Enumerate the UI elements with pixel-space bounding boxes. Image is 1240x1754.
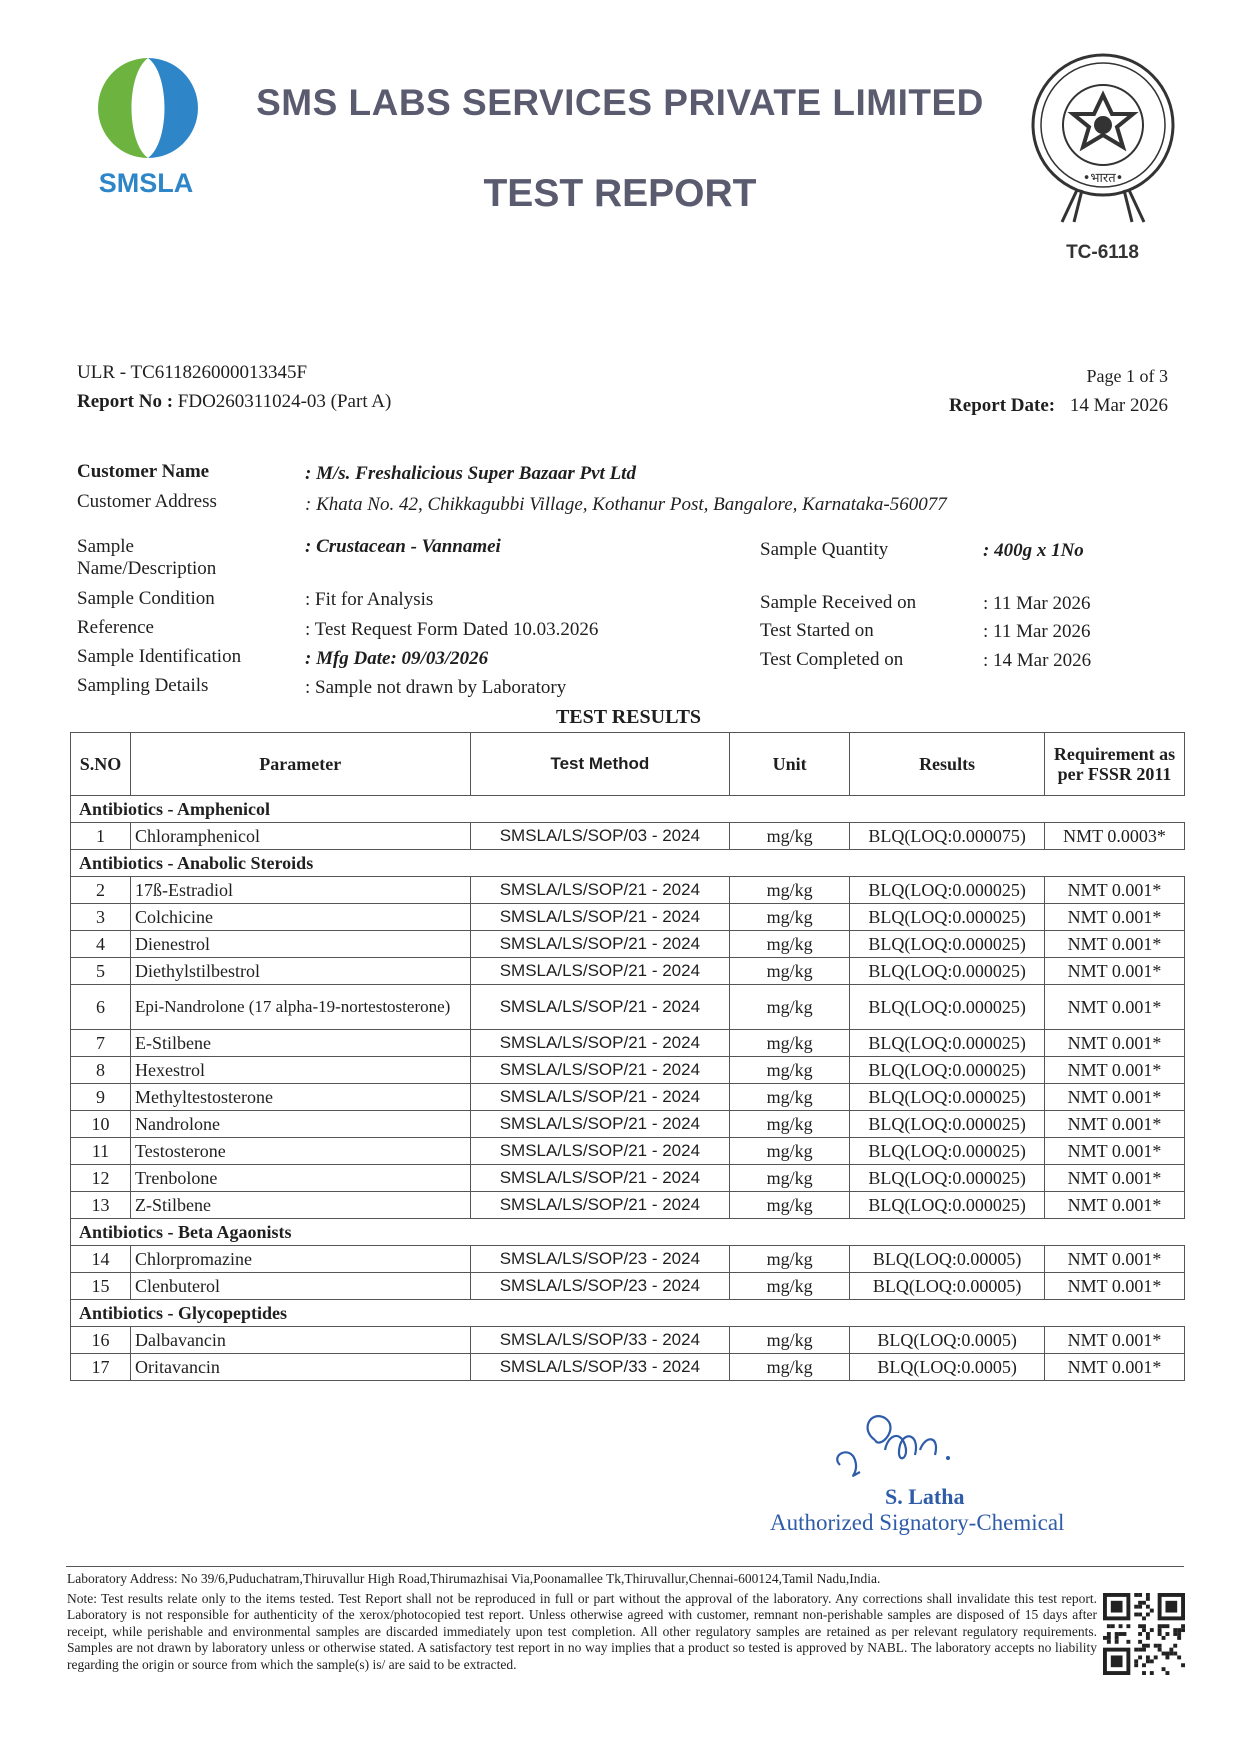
table-row [71,1165,1185,1192]
column-header-unit: Unit [730,733,850,796]
table-row [71,1354,1185,1381]
column-header-sno: S.NO [71,733,131,796]
cell-test-method: SMSLA/LS/SOP/21 - 2024 [470,1111,730,1138]
cell-unit: mg/kg [730,1138,850,1165]
cell-requirement: NMT 0.001* [1045,1084,1185,1111]
cell-sno: 10 [71,1111,131,1138]
table-row [71,1192,1185,1219]
reference-label: Reference [77,617,154,638]
table-row [71,1084,1185,1111]
cell-result: BLQ(LOQ:0.000025) [850,1057,1045,1084]
sample-quantity-value: : 400g x 1No [983,540,1084,561]
cell-unit: mg/kg [730,1327,850,1354]
cell-requirement: NMT 0.001* [1045,904,1185,931]
cell-sno: 7 [71,1030,131,1057]
report-date-label: Report Date: [949,395,1056,416]
customer-address-value: : Khata No. 42, Chikkagubbi Village, Kothanur Post, Bangalore, Karnataka-560077 [305,494,947,515]
cell-sno: 8 [71,1057,131,1084]
sample-quantity-label: Sample Quantity [760,539,889,560]
cell-result: BLQ(LOQ:0.0005) [850,1327,1045,1354]
cell-test-method: SMSLA/LS/SOP/21 - 2024 [470,1165,730,1192]
table-row [71,904,1185,931]
customer-name-value: : M/s. Freshalicious Super Bazaar Pvt Ltd [305,463,636,484]
cell-test-method: SMSLA/LS/SOP/21 - 2024 [470,1138,730,1165]
cell-test-method: SMSLA/LS/SOP/21 - 2024 [470,904,730,931]
cell-requirement: NMT 0.001* [1045,1165,1185,1192]
customer-address-label: Customer Address [77,491,217,512]
signature-scribble [830,1410,1010,1490]
cell-requirement: NMT 0.001* [1045,1354,1185,1381]
table-row [71,958,1185,985]
cell-unit: mg/kg [730,1030,850,1057]
cell-result: BLQ(LOQ:0.000075) [850,823,1045,850]
cell-test-method: SMSLA/LS/SOP/23 - 2024 [470,1273,730,1300]
cell-sno: 16 [71,1327,131,1354]
cell-sno: 5 [71,958,131,985]
cell-requirement: NMT 0.001* [1045,1030,1185,1057]
cell-result: BLQ(LOQ:0.000025) [850,931,1045,958]
qr-code-icon[interactable] [1103,1593,1185,1675]
ulr-number: ULR - TC611826000013345F [77,362,308,383]
cell-unit: mg/kg [730,877,850,904]
table-row [71,1327,1185,1354]
page-indicator: Page 1 of 3 [1086,366,1168,386]
cell-test-method: SMSLA/LS/SOP/21 - 2024 [470,931,730,958]
results-body [71,796,1185,1381]
column-header-requirement: Requirement as per FSSR 2011 [1045,733,1185,796]
cell-result: BLQ(LOQ:0.000025) [850,1138,1045,1165]
sample-received-value: : 11 Mar 2026 [983,593,1091,614]
report-date [949,395,1168,417]
category-label: Antibiotics - Anabolic Steroids [71,850,1185,877]
cell-sno: 17 [71,1354,131,1381]
cell-parameter: Hexestrol [130,1057,470,1084]
cell-requirement: NMT 0.001* [1045,1246,1185,1273]
cell-parameter: Z-Stilbene [130,1192,470,1219]
footer-divider [66,1566,1184,1567]
cell-unit: mg/kg [730,958,850,985]
cell-unit: mg/kg [730,823,850,850]
cell-parameter: Nandrolone [130,1111,470,1138]
cell-parameter: Diethylstilbestrol [130,958,470,985]
sample-condition-label: Sample Condition [77,588,215,609]
cell-test-method: SMSLA/LS/SOP/33 - 2024 [470,1354,730,1381]
cell-result: BLQ(LOQ:0.000025) [850,1111,1045,1138]
cell-parameter: Dalbavancin [130,1327,470,1354]
column-header-parameter: Parameter [130,733,470,796]
cell-unit: mg/kg [730,1246,850,1273]
cell-result: BLQ(LOQ:0.000025) [850,958,1045,985]
cell-test-method: SMSLA/LS/SOP/21 - 2024 [470,985,730,1030]
sample-condition-value: : Fit for Analysis [305,589,434,610]
accreditation-seal [1022,50,1184,230]
cell-result: BLQ(LOQ:0.000025) [850,877,1045,904]
cell-parameter: Methyltestosterone [130,1084,470,1111]
results-table [70,732,1185,1381]
cell-requirement: NMT 0.001* [1045,931,1185,958]
cell-unit: mg/kg [730,1354,850,1381]
cell-sno: 4 [71,931,131,958]
sample-name-label: Sample Name/Description [77,536,217,579]
cell-sno: 15 [71,1273,131,1300]
cell-requirement: NMT 0.001* [1045,1192,1185,1219]
seal-text: •भारत• [1082,171,1124,186]
cell-sno: 3 [71,904,131,931]
cell-test-method: SMSLA/LS/SOP/21 - 2024 [470,1084,730,1111]
test-started-label: Test Started on [760,620,874,641]
document-title: TEST REPORT [483,172,757,215]
cell-sno: 12 [71,1165,131,1192]
category-label: Antibiotics - Beta Agaonists [71,1219,1185,1246]
table-row [71,1111,1185,1138]
category-row [71,1300,1185,1327]
cell-test-method: SMSLA/LS/SOP/03 - 2024 [470,823,730,850]
cell-test-method: SMSLA/LS/SOP/21 - 2024 [470,1057,730,1084]
cell-requirement: NMT 0.001* [1045,1057,1185,1084]
cell-result: BLQ(LOQ:0.000025) [850,985,1045,1030]
cell-sno: 9 [71,1084,131,1111]
table-row [71,1057,1185,1084]
cell-requirement: NMT 0.001* [1045,958,1185,985]
table-row [71,931,1185,958]
cell-unit: mg/kg [730,1192,850,1219]
sampling-details-value: : Sample not drawn by Laboratory [305,677,567,698]
cell-unit: mg/kg [730,985,850,1030]
sample-identification-value: : Mfg Date: 09/03/2026 [305,648,489,669]
cell-unit: mg/kg [730,904,850,931]
cell-parameter: Colchicine [130,904,470,931]
category-label: Antibiotics - Amphenicol [71,796,1185,823]
signatory-name: S. Latha [885,1484,965,1509]
cell-sno: 11 [71,1138,131,1165]
cell-result: BLQ(LOQ:0.00005) [850,1246,1045,1273]
table-row [71,1246,1185,1273]
cell-requirement: NMT 0.001* [1045,877,1185,904]
cell-parameter: Trenbolone [130,1165,470,1192]
table-row [71,1138,1185,1165]
report-number [77,391,391,413]
sample-identification-label: Sample Identification [77,646,242,667]
cell-parameter: Testosterone [130,1138,470,1165]
cell-parameter: Epi-Nandrolone (17 alpha-19-nortestosterone) [130,985,470,1030]
cell-test-method: SMSLA/LS/SOP/21 - 2024 [470,1192,730,1219]
reference-value: : Test Request Form Dated 10.03.2026 [305,619,599,640]
cell-test-method: SMSLA/LS/SOP/21 - 2024 [470,1030,730,1057]
test-started-value: : 11 Mar 2026 [983,621,1091,642]
table-row [71,1030,1185,1057]
cell-requirement: NMT 0.001* [1045,1111,1185,1138]
signatory-role: Authorized Signatory-Chemical [770,1510,1065,1535]
cell-test-method: SMSLA/LS/SOP/23 - 2024 [470,1246,730,1273]
cell-unit: mg/kg [730,1057,850,1084]
cell-requirement: NMT 0.001* [1045,1327,1185,1354]
test-results-heading: TEST RESULTS [555,706,702,728]
column-header-results: Results [850,733,1045,796]
cell-test-method: SMSLA/LS/SOP/33 - 2024 [470,1327,730,1354]
cell-parameter: Chloramphenicol [130,823,470,850]
cell-result: BLQ(LOQ:0.000025) [850,1165,1045,1192]
sample-name-value: : Crustacean - Vannamei [305,536,501,557]
column-header-test-method: Test Method [470,733,730,796]
cell-unit: mg/kg [730,931,850,958]
category-row [71,1219,1185,1246]
cell-result: BLQ(LOQ:0.00005) [850,1273,1045,1300]
accreditation-code: TC-6118 [1066,242,1139,263]
table-row [71,985,1185,1030]
test-completed-label: Test Completed on [760,649,904,670]
cell-test-method: SMSLA/LS/SOP/21 - 2024 [470,958,730,985]
cell-sno: 2 [71,877,131,904]
company-name: SMS LABS SERVICES PRIVATE LIMITED [256,82,984,123]
results-header-row [71,733,1185,796]
cell-parameter: Dienestrol [130,931,470,958]
customer-name-label: Customer Name [77,461,210,482]
cell-unit: mg/kg [730,1111,850,1138]
cell-result: BLQ(LOQ:0.000025) [850,1084,1045,1111]
cell-sno: 1 [71,823,131,850]
company-logo [86,52,206,202]
cell-unit: mg/kg [730,1165,850,1192]
report-number-label: Report No : [77,391,174,412]
cell-parameter: Clenbuterol [130,1273,470,1300]
category-label: Antibiotics - Glycopeptides [71,1300,1185,1327]
cell-requirement: NMT 0.0003* [1045,823,1185,850]
cell-sno: 14 [71,1246,131,1273]
disclaimer-note: Note: Test results relate only to the items tested. Test Report shall not be reproduced in full or part without the approval of the laboratory. Any corrections shall invalidate this test report. Laboratory is not responsible for authenticity of the xerox/photocopied test report. Unless otherwise agreed with customer, remnant non-perishable samples are disposed of 15 days after receipt, while perishable and environmental samples are discarded immediately upon test completion. All other regulatory samples are retained as per relevant regulatory requirements. Samples are not drawn by laboratory unless or otherwise stated. A satisfactory test report in no way implies that a product so tested is approved by NABL. The laboratory accepts no liability regarding the origin or source from which the sample(s) is/ are said to be extracted. [67,1591,1097,1672]
cell-parameter: Oritavancin [130,1354,470,1381]
table-row [71,877,1185,904]
report-date-value: 14 Mar 2026 [1069,395,1168,416]
test-completed-value: : 14 Mar 2026 [983,650,1092,671]
cell-parameter: E-Stilbene [130,1030,470,1057]
report-number-value: FDO260311024-03 (Part A) [177,391,392,412]
cell-result: BLQ(LOQ:0.0005) [850,1354,1045,1381]
cell-result: BLQ(LOQ:0.000025) [850,1030,1045,1057]
laboratory-address: Laboratory Address: No 39/6,Puduchatram,Thiruvallur High Road,Thirumazhisai Via,Poonamallee Tk,Thiruvallur,Chennai-600124,Tamil Nadu,India. [67,1571,881,1586]
cell-result: BLQ(LOQ:0.000025) [850,904,1045,931]
cell-sno: 13 [71,1192,131,1219]
cell-parameter: Chlorpromazine [130,1246,470,1273]
cell-requirement: NMT 0.001* [1045,985,1185,1030]
cell-requirement: NMT 0.001* [1045,1273,1185,1300]
logo-text: SMSLA [98,168,194,198]
table-row [71,1273,1185,1300]
cell-sno: 6 [71,985,131,1030]
category-row [71,850,1185,877]
cell-unit: mg/kg [730,1084,850,1111]
sampling-details-label: Sampling Details [77,675,209,696]
table-row [71,823,1185,850]
cell-test-method: SMSLA/LS/SOP/21 - 2024 [470,877,730,904]
cell-parameter: 17ß-Estradiol [130,877,470,904]
cell-requirement: NMT 0.001* [1045,1138,1185,1165]
cell-result: BLQ(LOQ:0.000025) [850,1192,1045,1219]
sample-received-label: Sample Received on [760,592,917,613]
cell-unit: mg/kg [730,1273,850,1300]
category-row [71,796,1185,823]
